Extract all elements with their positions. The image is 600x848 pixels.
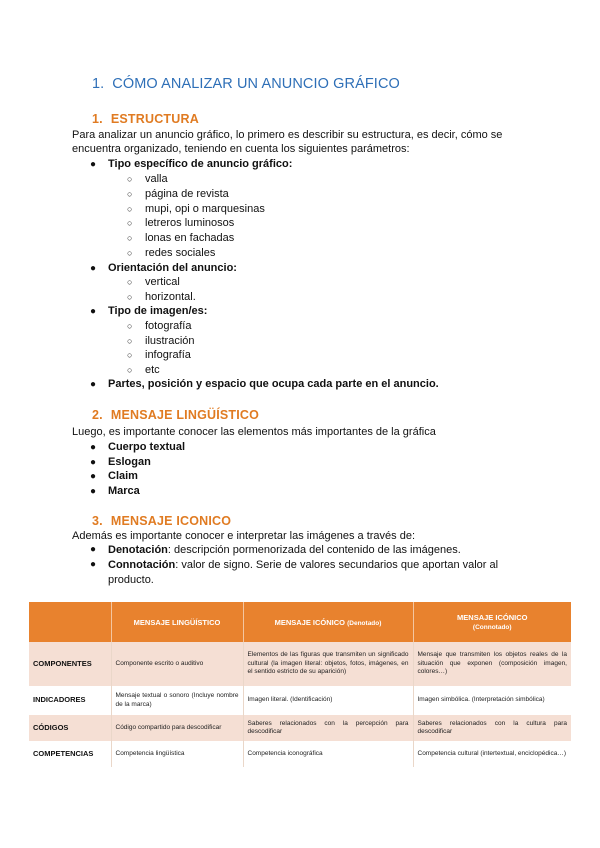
- list-item: [90, 377, 439, 392]
- table-row: [29, 715, 571, 741]
- table-cell: Competencia iconográfica: [243, 741, 413, 767]
- sub-list-item-label: mupi, opi o marquesinas: [145, 203, 265, 215]
- circle-bullet-icon: ○: [127, 277, 133, 287]
- table-cell: Competencia cultural (intertextual, enciclopédica…): [413, 741, 571, 767]
- sub-list-item-label: horizontal.: [145, 291, 196, 303]
- header-main: MENSAJE ICÓNICO: [457, 613, 528, 622]
- circle-bullet-icon: ○: [127, 292, 133, 302]
- sub-list-item-label: infografía: [145, 349, 191, 361]
- circle-bullet-icon: ○: [127, 189, 133, 199]
- bullet-icon: ●: [90, 379, 97, 390]
- table-header-cell: [413, 602, 571, 642]
- page-title: [92, 76, 400, 92]
- section-intro: Además es importante conocer e interpretar las imágenes a través de:: [72, 530, 416, 542]
- section-heading-text: ESTRUCTURA: [110, 112, 199, 126]
- header-sub: (Connotado): [472, 624, 512, 631]
- table-row: [29, 741, 571, 767]
- circle-bullet-icon: ○: [127, 321, 133, 331]
- list-item-label: Partes, posición y espacio que ocupa cada parte en el anuncio.: [108, 378, 439, 390]
- sub-list-item-label: fotografía: [145, 320, 192, 332]
- sub-list-item: [127, 334, 195, 348]
- list-item: [90, 455, 151, 470]
- table-cell: Componente escrito o auditivo: [111, 642, 243, 686]
- section-intro: Luego, es importante conocer las elementos más importantes de la gráfica: [72, 426, 436, 438]
- row-header: COMPONENTES: [29, 642, 111, 686]
- row-header: INDICADORES: [29, 686, 111, 715]
- sub-list-item: [127, 363, 160, 377]
- list-item: [90, 558, 510, 587]
- sub-list-item-label: valla: [145, 173, 168, 185]
- table-row: [29, 642, 571, 686]
- sub-list-item-label: letreros luminosos: [145, 217, 235, 229]
- list-item: [90, 157, 292, 172]
- section-heading-mensaje-linguistico: [92, 408, 259, 422]
- sub-list-item: [127, 202, 265, 216]
- bullet-icon: ●: [90, 159, 97, 170]
- table-header-cell: [111, 602, 243, 642]
- comparison-table: [29, 602, 571, 767]
- table-header-cell: [29, 602, 111, 642]
- section-heading-text: MENSAJE ICONICO: [110, 514, 232, 528]
- table-cell: Saberes relacionados con la cultura para descodificar: [413, 715, 571, 741]
- term-label: Denotación: [108, 544, 168, 556]
- sub-list-item: [127, 246, 215, 260]
- list-item-label: Tipo de imagen/es:: [108, 305, 208, 317]
- section-intro: Para analizar un anuncio gráfico, lo primero es describir su estructura, es decir, cómo se encuentra organizado, teniendo en cuenta los siguientes parámetros:: [72, 129, 503, 155]
- table-row: [29, 686, 571, 715]
- bullet-icon: ●: [90, 263, 97, 274]
- sub-list-item: [127, 172, 168, 186]
- table-header-cell: [243, 602, 413, 642]
- term-description: : valor de signo. Serie de valores secundarios que aportan valor al producto.: [108, 559, 499, 586]
- table-cell: Imagen literal. (Identificación): [243, 686, 413, 715]
- circle-bullet-icon: ○: [127, 174, 133, 184]
- bullet-icon: ●: [90, 306, 97, 317]
- sub-list-item-label: página de revista: [145, 188, 229, 200]
- sub-list-item: [127, 275, 180, 289]
- section-number: 1.: [92, 112, 103, 126]
- row-header: CÓDIGOS: [29, 715, 111, 741]
- sub-list-item: [127, 290, 196, 304]
- circle-bullet-icon: ○: [127, 336, 133, 346]
- table-cell: Imagen simbólica. (Interpretación simbólica): [413, 686, 571, 715]
- bullet-icon: ●: [90, 544, 97, 555]
- header-main: MENSAJE ICÓNICO: [274, 617, 346, 627]
- section-heading-mensaje-iconico: [92, 514, 231, 528]
- sub-list-item: [127, 319, 191, 333]
- sub-list-item: [127, 348, 191, 362]
- row-header: COMPETENCIAS: [29, 741, 111, 767]
- circle-bullet-icon: ○: [127, 350, 133, 360]
- section-number: 3.: [92, 514, 103, 528]
- sub-list-item-label: redes sociales: [145, 247, 216, 259]
- list-item-label: Marca: [108, 485, 140, 497]
- bullet-icon: ●: [90, 559, 97, 570]
- term-label: Connotación: [108, 559, 176, 571]
- circle-bullet-icon: ○: [127, 204, 133, 214]
- sub-list-item-label: lonas en fachadas: [145, 232, 235, 244]
- table-cell: Competencia lingüística: [111, 741, 243, 767]
- sub-list-item-label: ilustración: [145, 335, 195, 347]
- table-cell: Elementos de las figuras que transmiten un significado cultural (la imagen literal: objetos, fotos, imágenes, en el sentido estricto de su aparición): [243, 642, 413, 686]
- header-sub: (Denotado): [347, 619, 382, 627]
- circle-bullet-icon: ○: [127, 218, 133, 228]
- sub-list-item-label: etc: [145, 364, 160, 376]
- table-cell: Código compartido para descodificar: [111, 715, 243, 741]
- table-cell: Mensaje que transmiten los objetos reales de la situación que exponen (composición imagen, colores…): [413, 642, 571, 686]
- list-item-label: Eslogan: [108, 456, 151, 468]
- list-item-label: Orientación del anuncio:: [108, 262, 237, 274]
- header-main: MENSAJE LINGÜÍSTICO: [133, 617, 221, 627]
- circle-bullet-icon: ○: [127, 365, 133, 375]
- sub-list-item: [127, 216, 234, 230]
- sub-list-item-label: vertical: [145, 276, 180, 288]
- list-item-label: Cuerpo textual: [108, 441, 186, 453]
- section-number: 2.: [92, 408, 103, 422]
- bullet-icon: ●: [90, 471, 97, 482]
- list-item: [90, 484, 140, 499]
- list-item: [90, 261, 237, 276]
- table-header-row: [29, 602, 571, 642]
- bullet-icon: ●: [90, 442, 97, 453]
- section-heading-text: MENSAJE LINGÜÍSTICO: [110, 408, 260, 422]
- bullet-icon: ●: [90, 486, 97, 497]
- list-item-label: Tipo específico de anuncio gráfico:: [108, 158, 293, 170]
- sub-list-item: [127, 231, 234, 245]
- list-item: [90, 469, 138, 484]
- sub-list-item: [127, 187, 229, 201]
- title-text: CÓMO ANALIZAR UN ANUNCIO GRÁFICO: [112, 76, 400, 92]
- list-item-label: Claim: [108, 470, 138, 482]
- table-cell: Mensaje textual o sonoro (Incluye nombre de la marca): [111, 686, 243, 715]
- list-item: [90, 440, 185, 455]
- bullet-icon: ●: [90, 457, 97, 468]
- section-heading-estructura: [92, 112, 199, 126]
- circle-bullet-icon: ○: [127, 233, 133, 243]
- term-description: : descripción pormenorizada del contenido de las imágenes.: [167, 544, 461, 556]
- circle-bullet-icon: ○: [127, 248, 133, 258]
- table-cell: Saberes relacionados con la percepción para descodificar: [243, 715, 413, 741]
- list-item: [90, 304, 207, 319]
- list-item: [90, 543, 510, 558]
- title-number: 1.: [92, 76, 105, 92]
